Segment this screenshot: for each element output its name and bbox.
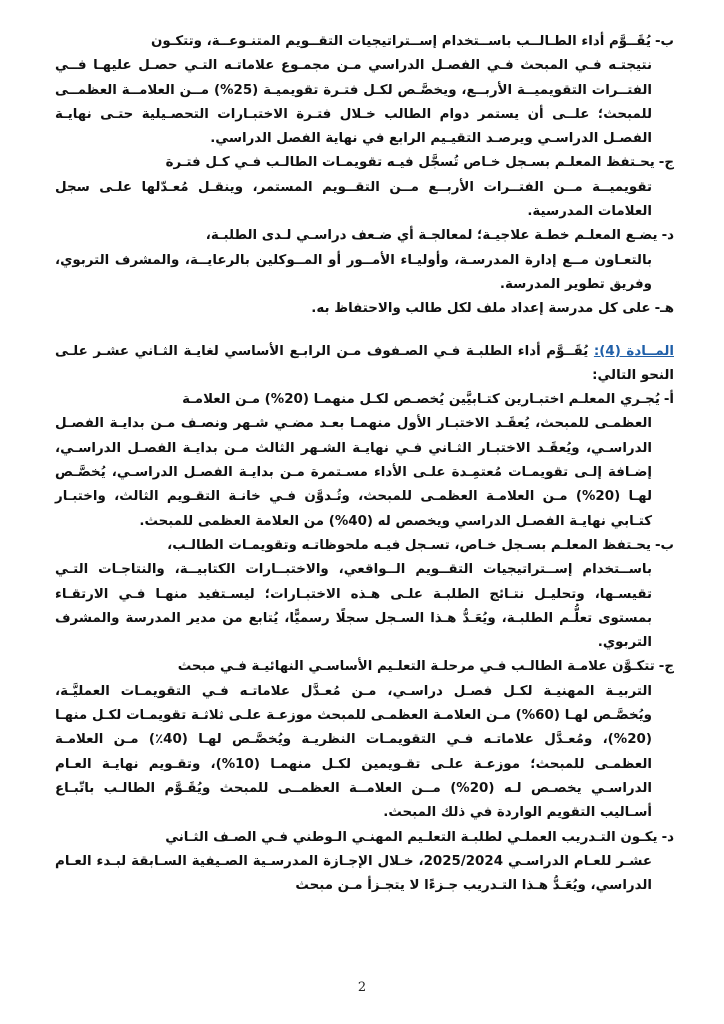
item-text-continued: نتيجتـه فـي المبحث فـي الفصـل الدراسي مـن مجمـوع علاماتـه التـي حصـل عليهـا فــي الفتــرات التقويميــة الأربــع، ويخصَّـص لكـل فتـرة تقويميـة (25%) مــن العلامــة العظمــى للمبحث؛ علــى أن يستمر دوام الطالب خـلال فتـرة الاختبـارات التحصـيلية حتـى نهايـة الفصـل الدراسـي ويرصـد التقيـيم الرابع في نهاية الفصل الدراسي.: [55, 58, 653, 147]
item-text: يكـون التـدريب العملـي لطلبـة التعلـيم المهنـي الـوطني فـي الصـف الثـاني: [165, 829, 658, 845]
list-item: [55, 151, 674, 224]
list-item: [55, 297, 674, 321]
item-text-continued: عشـر للعـام الدراسـي 2025/2024، خـلال الإجـازة المدرسـية الصـيفية السـابقة لبـدء العـام الدراسي، ويُعَـدُّ هـذا التـدريب جـزءًا لا يتجـزأ مـن مبحث: [55, 853, 652, 894]
article-heading: [55, 340, 674, 389]
item-text: على كل مدرسة إعداد ملف لكل طالب والاحتفاظ به.: [311, 301, 651, 317]
item-marker: ب-: [654, 34, 674, 49]
item-marker: د-: [661, 829, 674, 845]
article-intro: يُقَــوَّم أداء الطلبـة فـي الصـفوف مـن الرابـع الأساسي لغايـة الثـاني عشـر علـى النحو التالي:: [55, 343, 674, 383]
item-text-continued: تقويميــة مــن الفتــرات الأربــع مــن التقــويم المستمر، وينقـل مُعـدّلها علـى سجل العلامات المدرسية.: [55, 179, 652, 220]
list-item: [55, 534, 674, 655]
item-text-continued: التربيـة المهنيـة لكـل فصـل دراسـي، مـن مُعـدَّل علاماتـه فـي التقويمـات العمليَّـة، ويُخصَّـص لهـا (60%) مـن العلامـة العظمـى للمبحث موزعـة علـى ثلاثـة تقويمـات لكـل منهـا (20%)، ومُعـدَّل علاماتـه فـي التقويمـات النظريـة ويُخصَّـص لهـا (40٪) مـن العلامـة العظمـى للمبحث؛ موزعـة علـى تقـويمين لكـل منهمـا (10%)، وتقـويم نهايـة العـام الدراسـي يخصـص لـه (20%) مــن العلامــة العظمــى للمبحث ويُقَـوَّم الطالـب باتّبـاع أسـاليب التقويم الواردة في ذلك المبحث.: [55, 683, 652, 821]
page-number: 2: [357, 980, 367, 995]
item-text-continued: العظمـى للمبحث، يُعقَـد الاختبـار الأول منهمـا بعـد مضـي شـهر ونصـف مـن بدايـة الفصـل الدراسـي، ويُعقَـد الاختبـار الثـاني فـي نهايـة الشـهر الثالث مـن بدايـة الفصـل الدراسـي، إضـافة إلـى تقويمـات مُعتمِـدة علـى الأداء مسـتمرة مـن بدايـة الفصـل الدراسـي، يُخصَّـص لهـا (20%) مـن العلامـة العظمـى للمبحث، وتُـدوَّن فـي خانـة التقـويم الثالث، واختبـار كتـابي نهايـة الفصـل الدراسي ويخصص له (40%) من العلامة العظمى للمبحث.: [55, 416, 652, 529]
item-marker: د-: [661, 228, 674, 244]
list-item: [55, 826, 674, 899]
list-item: [55, 388, 674, 534]
item-text-continued: باســتخدام إســتراتيجيات التقــويم الــواقعي، والاختبــارات الكتابيــة، والنتاجـات التـي تقيسـها، وتحليـل نتـائج الطلبـة علـى هـذه الاختبـارات؛ ليسـتفيد منهـا فـي الارتقـاء بمستوى تعلُّـم الطلبـة، ويُعَـدُّ هـذا السـجل سجلًا رسميًّا، يُتابع من مدير المدرسة والمشرف التربوي.: [55, 562, 652, 651]
item-text: يُقَــوَّم أداء الطـالــب باســتخدام إســتراتيجيات التقــويم المتنـوعــة، وتتكـون: [150, 34, 651, 49]
item-marker: ج-: [658, 155, 674, 171]
spacer: [55, 322, 674, 340]
list-item: [55, 655, 674, 825]
item-marker: ب-: [654, 537, 674, 553]
article-label[interactable]: المــادة (4):: [593, 343, 674, 359]
item-text: يحـتفظ المعلـم بسـجل خـاص تُسجَّل فيـه تقويمـات الطالـب فـي كـل فتـرة: [165, 155, 655, 171]
item-text: تتكـوَّن علامـة الطالـب فـي مرحلـة التعلـيم الأساسـي النهائيـة فـي مبحث: [177, 659, 655, 675]
item-marker: أ-: [663, 392, 674, 408]
list-item: [55, 224, 674, 297]
item-text: يُجـري المعلـم اختبـارين كتـابيَّين يُخصـص لكـل منهمـا (20%) مـن العلامـة: [182, 392, 660, 408]
item-text-continued: بالتعـاون مــع إدارة المدرسـة، وأوليـاء الأمــور أو المــوكلين بالرعايــة، والمشرف التربوي، وفريق تطوير المدرسة.: [55, 252, 652, 292]
item-marker: ج-: [658, 659, 674, 675]
list-item: [55, 30, 674, 151]
item-text: يحـتفظ المعلـم بسـجل خـاص، تسـجل فيـه ملحوظاتـه وتقويمـات الطالـب،: [167, 537, 651, 553]
item-marker: هـ-: [654, 301, 674, 317]
item-text: يضـع المعلـم خطـة علاجيـة؛ لمعالجـة أي ضـعف دراسـي لـدى الطلبـة،: [205, 228, 658, 244]
